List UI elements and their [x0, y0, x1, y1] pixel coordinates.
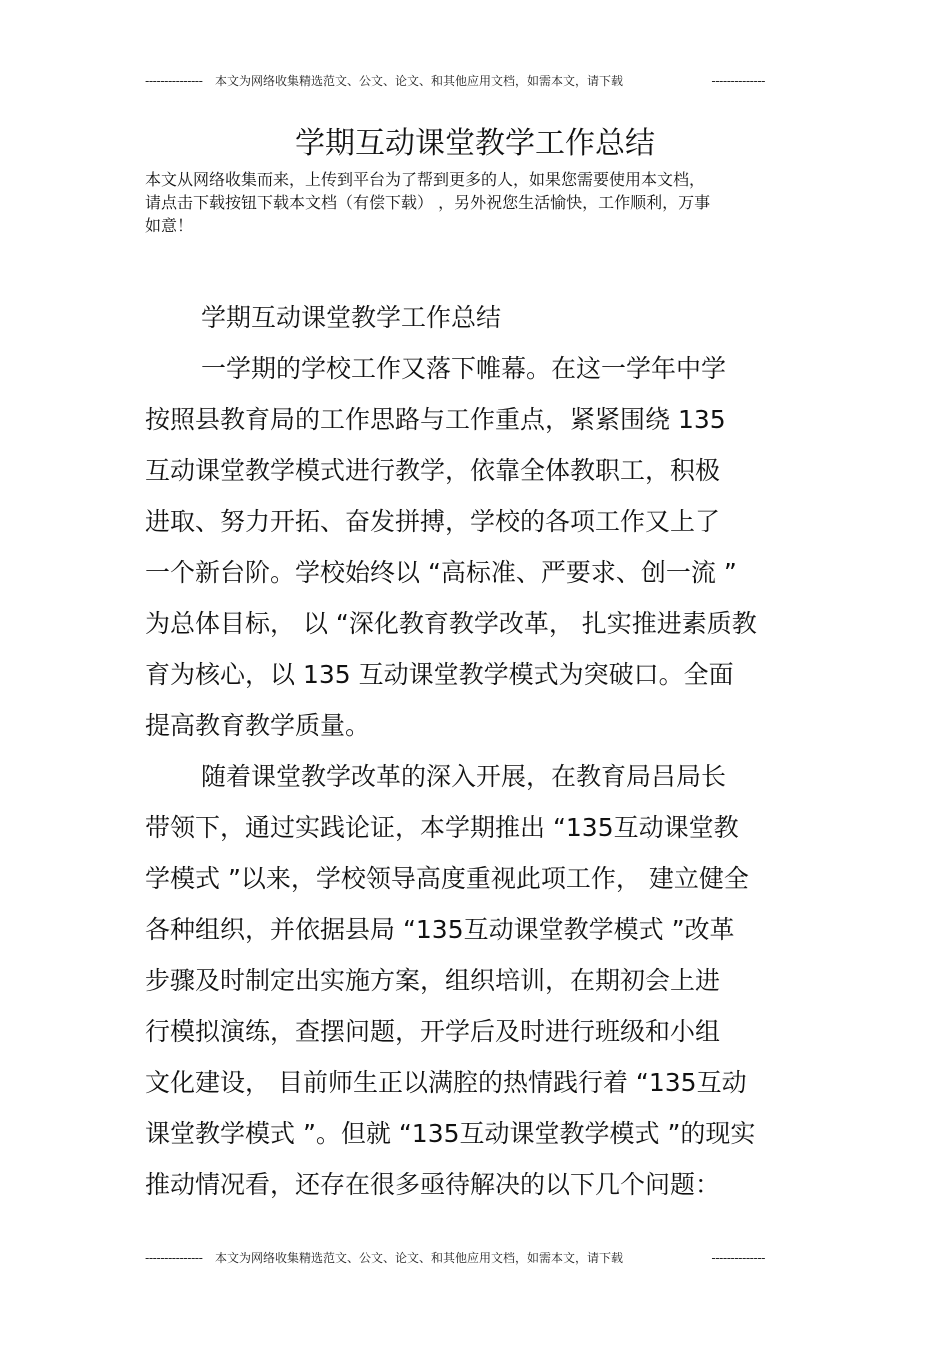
footer-banner-text: 本文为网络收集精选范文、公文、论文、和其他应用文档，如需本文，请下载	[215, 1251, 624, 1265]
header-dashes-left: ---------------	[145, 74, 203, 88]
paragraph-line: 进取、努力开拓、奋发拼搏，学校的各项工作又上了	[145, 507, 721, 536]
paragraph-line: 推动情况看，还存在很多亟待解决的以下几个问题：	[145, 1170, 721, 1199]
notice-line: 如意！	[145, 216, 194, 235]
document-body	[145, 298, 825, 1216]
download-notice	[145, 168, 825, 237]
paragraph-line: 课堂教学模式 ”。但就 “135互动课堂教学模式 ”的现实	[145, 1119, 756, 1148]
paragraph-line: 步骤及时制定出实施方案，组织培训，在期初会上进	[145, 966, 721, 995]
paragraph-line: 提高教育教学质量。	[145, 711, 371, 740]
header-banner-text: 本文为网络收集精选范文、公文、论文、和其他应用文档，如需本文，请下载	[215, 74, 624, 88]
paragraph-line: 行模拟演练，查摆问题，开学后及时进行班级和小组	[145, 1017, 721, 1046]
paragraph-line: 随着课堂教学改革的深入开展，在教育局吕局长	[201, 762, 727, 791]
paragraph-line: 一个新台阶。学校始终以 “高标准、严要求、创一流 ”	[145, 558, 737, 587]
paragraph-line: 互动课堂教学模式进行教学，依靠全体教职工，积极	[145, 456, 721, 485]
paragraph-line: 一学期的学校工作又落下帷幕。在这一学年中学	[201, 354, 727, 383]
notice-line: 请点击下载按钮下载本文档（有偿下载） ，另外祝您生活愉快，工作顺利，万事	[145, 193, 711, 212]
paragraph-line: 为总体目标， 以 “深化教育教学改革， 扎实推进素质教	[145, 609, 757, 638]
paragraph-line: 带领下，通过实践论证，本学期推出 “135互动课堂教	[145, 813, 739, 842]
paragraph-line: 学模式 ”以来，学校领导高度重视此项工作， 建立健全	[145, 864, 749, 893]
header-dashes-right: --------------	[711, 74, 765, 88]
paragraph-line: 各种组织，并依据县局 “135互动课堂教学模式 ”改革	[145, 915, 735, 944]
document-title: 学期互动课堂教学工作总结	[295, 126, 655, 161]
footer-dashes-left: ---------------	[145, 1251, 203, 1265]
paragraph-line: 育为核心，以 135 互动课堂教学模式为突破口。全面	[145, 660, 734, 689]
paragraph-line: 文化建设， 目前师生正以满腔的热情践行着 “135互动	[145, 1068, 747, 1097]
notice-line: 本文从网络收集而来，上传到平台为了帮到更多的人，如果您需要使用本文档，	[145, 170, 706, 189]
footer-banner	[145, 1249, 765, 1267]
footer-dashes-right: --------------	[711, 1251, 765, 1265]
header-banner	[145, 72, 765, 90]
paragraph-line: 按照县教育局的工作思路与工作重点，紧紧围绕 135	[145, 405, 726, 434]
body-subtitle: 学期互动课堂教学工作总结	[201, 303, 502, 332]
